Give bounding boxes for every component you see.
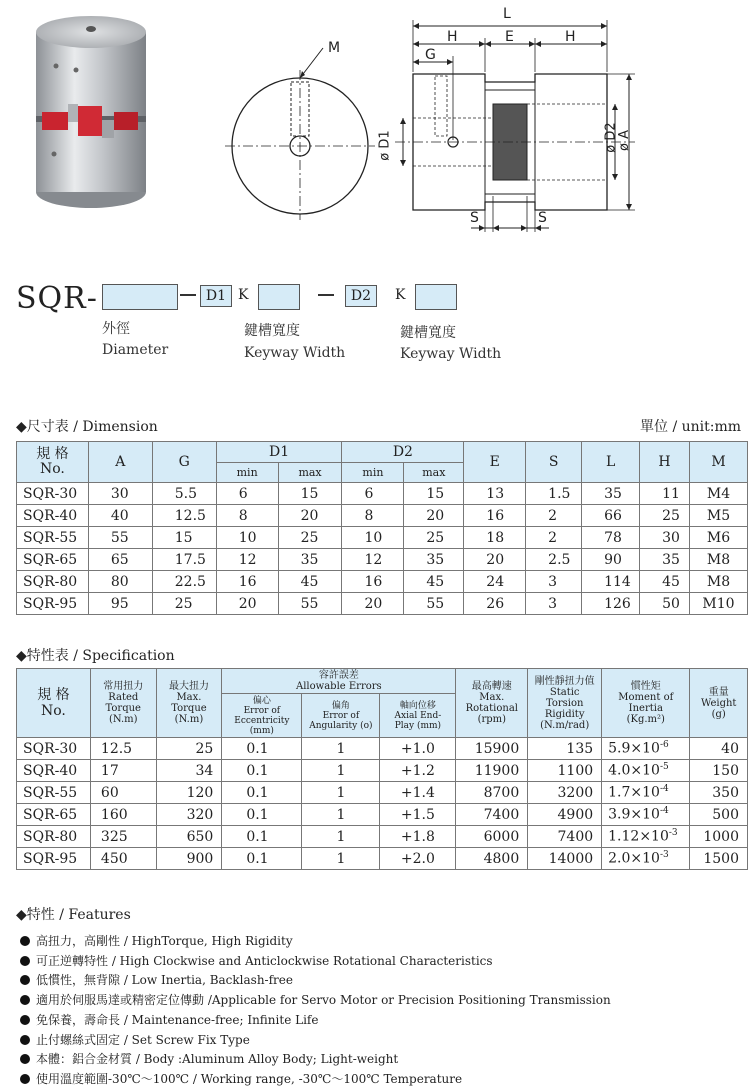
table-cell: 18: [464, 527, 526, 549]
table-cell: 3: [526, 571, 582, 593]
spec-table-body: [17, 738, 748, 870]
dash-1: [180, 294, 196, 296]
table-cell: 7400: [528, 826, 602, 848]
table-cell: 35: [640, 549, 690, 571]
table-cell: 2.5: [526, 549, 582, 571]
table-cell: 12.5: [152, 505, 216, 527]
table-cell: 1: [302, 760, 380, 782]
table-cell: +1.8: [380, 826, 456, 848]
table-cell: 65: [88, 549, 152, 571]
table-cell: 3200: [528, 782, 602, 804]
feature-item: [20, 973, 293, 987]
keyway1-en: Keyway Width: [244, 345, 346, 361]
inertia-cell: [602, 804, 690, 826]
feature-text: 止付螺絲式固定 / Set Screw Fix Type: [36, 1032, 250, 1047]
table-cell: 1: [302, 826, 380, 848]
dim-header-d1-max: max: [278, 462, 342, 483]
table-cell: 1: [302, 848, 380, 870]
row-model: SQR-80: [17, 571, 89, 593]
row-model: SQR-55: [17, 527, 89, 549]
table-cell: M8: [690, 549, 748, 571]
spec-header-weight-zh: 重量: [708, 686, 729, 698]
table-cell: M6: [690, 527, 748, 549]
table-cell: 66: [582, 505, 640, 527]
dim-header-a: A: [88, 442, 152, 483]
dimension-title: ◆尺寸表 / Dimension: [16, 419, 158, 435]
inertia-base: 1.12×10: [608, 828, 669, 845]
row-model: SQR-65: [17, 804, 91, 826]
bullet-icon: [20, 1054, 30, 1064]
dim-header-h: H: [640, 442, 690, 483]
table-cell: 7400: [456, 804, 528, 826]
table-cell: 126: [582, 593, 640, 615]
table-cell: 120: [156, 782, 222, 804]
table-cell: 320: [156, 804, 222, 826]
table-cell: 1500: [690, 848, 748, 870]
side-view-drawing: [385, 0, 650, 240]
inertia-exponent: -4: [659, 784, 669, 795]
spec-header-inertia-zh: 慣性矩: [630, 681, 661, 692]
table-cell: 35: [582, 483, 640, 505]
label-g: G: [425, 47, 436, 63]
dim-header-l: L: [582, 442, 640, 483]
table-cell: 12.5: [90, 738, 156, 760]
table-cell: 35: [404, 549, 464, 571]
table-cell: 4900: [528, 804, 602, 826]
spec-header-rpm-zh: 最高轉速: [471, 681, 512, 692]
row-model: SQR-30: [17, 483, 89, 505]
table-cell: 40: [88, 505, 152, 527]
table-cell: 45: [640, 571, 690, 593]
inertia-base: 5.9×10: [608, 740, 660, 757]
spec-header-model-en: No.: [41, 703, 66, 719]
table-cell: 80: [88, 571, 152, 593]
table-cell: 20: [464, 549, 526, 571]
table-cell: 1: [302, 782, 380, 804]
spec-header-rigidity-en: Static Torsion Rigidity (N.m/rad): [540, 686, 590, 731]
table-row: [17, 549, 748, 571]
table-cell: 325: [90, 826, 156, 848]
label-s-right: S: [538, 210, 547, 226]
table-row: [17, 571, 748, 593]
table-cell: 20: [278, 505, 342, 527]
table-cell: +1.0: [380, 738, 456, 760]
table-cell: 50: [640, 593, 690, 615]
table-cell: 20: [342, 593, 404, 615]
dim-header-model-zh: 規 格: [36, 446, 69, 462]
dimension-table: [16, 441, 748, 615]
table-cell: 35: [278, 549, 342, 571]
spec-header-rpm-en: Max. Rotational (rpm): [465, 692, 518, 725]
spec-header-max-en: Max. Torque (N.m): [171, 692, 207, 725]
dim-header-d2-max: max: [404, 462, 464, 483]
inertia-exponent: -6: [659, 740, 669, 751]
spec-header-rated-en: Rated Torque (N.m): [105, 692, 141, 725]
feature-text: 使用溫度範圍-30℃～100℃ / Working range, -30℃～100℃ Temperature: [36, 1071, 463, 1086]
table-cell: 8: [342, 505, 404, 527]
table-cell: 1: [302, 804, 380, 826]
label-d2: ø D2: [603, 122, 619, 153]
table-cell: 45: [278, 571, 342, 593]
table-cell: 16: [216, 571, 278, 593]
table-cell: 25: [404, 527, 464, 549]
feature-text: 適用於伺服馬達或精密定位傳動 /Applicable for Servo Motor or Precision Positioning Transmission: [36, 993, 611, 1008]
table-cell: 15: [404, 483, 464, 505]
table-row: [17, 738, 748, 760]
feature-text: 本體：鋁合金材質 / Body :Aluminum Alloy Body; Light-weight: [36, 1052, 399, 1067]
inertia-cell: [602, 738, 690, 760]
label-a: ø A: [616, 130, 632, 151]
table-cell: 114: [582, 571, 640, 593]
spec-header-ang-zh: 偏角: [331, 700, 350, 711]
spec-header-errors-en: Allowable Errors: [296, 681, 382, 693]
dimension-table-body: [17, 483, 748, 615]
table-cell: +1.4: [380, 782, 456, 804]
table-cell: 10: [342, 527, 404, 549]
row-model: SQR-30: [17, 738, 91, 760]
table-cell: 450: [90, 848, 156, 870]
table-cell: 16: [342, 571, 404, 593]
table-cell: 350: [690, 782, 748, 804]
table-cell: 25: [640, 505, 690, 527]
table-row: [17, 593, 748, 615]
keyway1-zh: 鍵槽寬度: [244, 323, 300, 339]
table-cell: 650: [156, 826, 222, 848]
table-cell: 1.5: [526, 483, 582, 505]
label-h-right: H: [565, 29, 576, 45]
spec-header-errors-zh: 容許誤差: [318, 670, 359, 682]
spec-header-ang-en: Error of Angularity (o): [309, 710, 373, 731]
table-row: [17, 483, 748, 505]
dim-header-model-en: No.: [39, 461, 65, 477]
table-cell: 4800: [456, 848, 528, 870]
table-cell: 500: [690, 804, 748, 826]
keyway1-box[interactable]: [258, 284, 300, 310]
bullet-icon: [20, 956, 30, 966]
row-model: SQR-80: [17, 826, 91, 848]
row-model: SQR-65: [17, 549, 89, 571]
inertia-cell: [602, 826, 690, 848]
table-cell: 1: [302, 738, 380, 760]
table-cell: 40: [690, 738, 748, 760]
diameter-zh: 外徑: [102, 321, 130, 337]
table-cell: 160: [90, 804, 156, 826]
table-cell: 8700: [456, 782, 528, 804]
table-cell: 14000: [528, 848, 602, 870]
d1-box: D1: [200, 285, 232, 307]
table-cell: +2.0: [380, 848, 456, 870]
table-cell: M8: [690, 571, 748, 593]
bullet-icon: [20, 1035, 30, 1045]
feature-item: [20, 934, 293, 948]
dim-header-d2: D2: [342, 442, 464, 463]
table-cell: 16: [464, 505, 526, 527]
feature-text: 高扭力，高剛性 / HighTorque, High Rigidity: [36, 934, 293, 948]
table-cell: 20: [404, 505, 464, 527]
order-prefix: SQR-: [16, 281, 98, 316]
row-model: SQR-95: [17, 593, 89, 615]
feature-text: 免保養，壽命長 / Maintenance-free; Infinite Life: [36, 1012, 319, 1027]
table-cell: 10: [216, 527, 278, 549]
spec-header-rigidity-zh: 剛性靜扭力值: [534, 675, 595, 687]
d2-box: D2: [345, 285, 377, 307]
table-cell: 1000: [690, 826, 748, 848]
inertia-exponent: -3: [659, 850, 669, 861]
table-cell: 17: [90, 760, 156, 782]
spec-header-weight-en: Weight (g): [700, 697, 737, 720]
inertia-cell: [602, 782, 690, 804]
bullet-icon: [20, 975, 30, 985]
table-cell: 2: [526, 527, 582, 549]
coupling-photo: [28, 8, 153, 218]
feature-item: [20, 993, 611, 1007]
table-cell: +1.2: [380, 760, 456, 782]
spec-header-ecc-en: Error of Eccentricity (mm): [234, 705, 290, 736]
table-cell: M10: [690, 593, 748, 615]
inertia-base: 2.0×10: [608, 850, 660, 867]
table-cell: 90: [582, 549, 640, 571]
bullet-icon: [20, 1015, 30, 1025]
table-cell: 15: [278, 483, 342, 505]
inertia-cell: [602, 760, 690, 782]
table-cell: 30: [88, 483, 152, 505]
table-cell: 0.1: [222, 804, 302, 826]
bullet-icon: [20, 936, 30, 946]
table-cell: 11900: [456, 760, 528, 782]
bullet-icon: [20, 995, 30, 1005]
table-cell: 26: [464, 593, 526, 615]
table-cell: 0.1: [222, 848, 302, 870]
table-cell: 0.1: [222, 760, 302, 782]
inertia-base: 3.9×10: [608, 806, 660, 823]
dim-header-g: G: [152, 442, 216, 483]
label-h-left: H: [447, 29, 458, 45]
inertia-cell: [602, 848, 690, 870]
inertia-exponent: -3: [668, 828, 678, 839]
spec-header-inertia-en: Moment of Inertia (Kg.m²): [618, 692, 674, 725]
table-cell: 12: [216, 549, 278, 571]
spec-title: ◆特性表 / Specification: [16, 648, 175, 664]
table-cell: 135: [528, 738, 602, 760]
table-cell: M4: [690, 483, 748, 505]
dim-header-s: S: [526, 442, 582, 483]
table-cell: 24: [464, 571, 526, 593]
feature-item: [20, 1052, 398, 1066]
keyway2-box[interactable]: [415, 284, 457, 310]
feature-item: [20, 1013, 318, 1027]
dim-header-d1: D1: [216, 442, 342, 463]
spec-header-axial-zh: 軸向位移: [399, 700, 436, 711]
dash-2: [318, 294, 334, 296]
table-cell: 55: [278, 593, 342, 615]
table-cell: 22.5: [152, 571, 216, 593]
table-cell: 55: [404, 593, 464, 615]
front-view-drawing: [225, 30, 375, 220]
table-cell: 15: [152, 527, 216, 549]
dim-header-e: E: [464, 442, 526, 483]
table-cell: 5.5: [152, 483, 216, 505]
dim-header-d1-min: min: [216, 462, 278, 483]
table-row: [17, 782, 748, 804]
table-cell: 60: [90, 782, 156, 804]
table-cell: 6: [342, 483, 404, 505]
keyway2-zh: 鍵槽寬度: [400, 325, 456, 341]
table-cell: 45: [404, 571, 464, 593]
spec-table: [16, 668, 748, 870]
table-cell: 0.1: [222, 738, 302, 760]
table-row: [17, 848, 748, 870]
table-cell: 20: [216, 593, 278, 615]
dim-header-m: M: [690, 442, 748, 483]
table-cell: 25: [152, 593, 216, 615]
table-cell: 25: [278, 527, 342, 549]
spec-header-model-zh: 規 格: [37, 687, 70, 703]
k-label-1: K: [238, 287, 249, 303]
table-row: [17, 826, 748, 848]
label-s-left: S: [470, 210, 479, 226]
table-cell: 12: [342, 549, 404, 571]
table-cell: 6000: [456, 826, 528, 848]
table-cell: M5: [690, 505, 748, 527]
table-cell: 25: [156, 738, 222, 760]
feature-item: [20, 954, 493, 968]
label-m: M: [328, 40, 341, 56]
row-model: SQR-40: [17, 760, 91, 782]
row-model: SQR-40: [17, 505, 89, 527]
table-cell: 11: [640, 483, 690, 505]
table-cell: 95: [88, 593, 152, 615]
spec-header-max-zh: 最大扭力: [168, 681, 209, 692]
row-model: SQR-55: [17, 782, 91, 804]
table-cell: 900: [156, 848, 222, 870]
table-cell: 2: [526, 505, 582, 527]
inertia-base: 1.7×10: [608, 784, 660, 801]
table-cell: 0.1: [222, 826, 302, 848]
table-cell: 150: [690, 760, 748, 782]
spec-header-axial-en: Axial End-Play (mm): [394, 710, 442, 731]
table-cell: 30: [640, 527, 690, 549]
inertia-exponent: -4: [659, 806, 669, 817]
features-title: ◆特性 / Features: [16, 907, 131, 923]
k-label-2: K: [395, 287, 406, 303]
table-cell: 8: [216, 505, 278, 527]
inertia-exponent: -5: [659, 762, 669, 773]
diameter-en: Diameter: [102, 342, 169, 358]
table-row: [17, 804, 748, 826]
table-row: [17, 760, 748, 782]
table-cell: 0.1: [222, 782, 302, 804]
table-cell: 55: [88, 527, 152, 549]
feature-text: 低慣性，無背隙 / Low Inertia, Backlash-free: [36, 973, 293, 988]
label-d1: ø D1: [377, 130, 393, 161]
table-cell: 13: [464, 483, 526, 505]
table-cell: 3: [526, 593, 582, 615]
spec-header-ecc-zh: 偏心: [252, 695, 271, 706]
table-cell: 1100: [528, 760, 602, 782]
row-model: SQR-95: [17, 848, 91, 870]
table-row: [17, 527, 748, 549]
keyway2-en: Keyway Width: [400, 346, 502, 362]
spec-header-rated-zh: 常用扭力: [103, 681, 144, 692]
feature-text: 可正逆轉特性 / High Clockwise and Anticlockwise Rotational Characteristics: [36, 953, 493, 968]
diameter-box[interactable]: [102, 284, 178, 310]
table-cell: 17.5: [152, 549, 216, 571]
table-cell: 6: [216, 483, 278, 505]
table-cell: 15900: [456, 738, 528, 760]
dimension-unit: 單位 / unit:mm: [640, 419, 742, 435]
table-cell: 78: [582, 527, 640, 549]
feature-item: [20, 1033, 250, 1047]
bullet-icon: [20, 1074, 30, 1084]
table-cell: 34: [156, 760, 222, 782]
table-cell: +1.5: [380, 804, 456, 826]
label-l: L: [503, 6, 511, 22]
inertia-base: 4.0×10: [608, 762, 660, 779]
dim-header-d2-min: min: [342, 462, 404, 483]
table-row: [17, 505, 748, 527]
label-e: E: [505, 29, 514, 45]
